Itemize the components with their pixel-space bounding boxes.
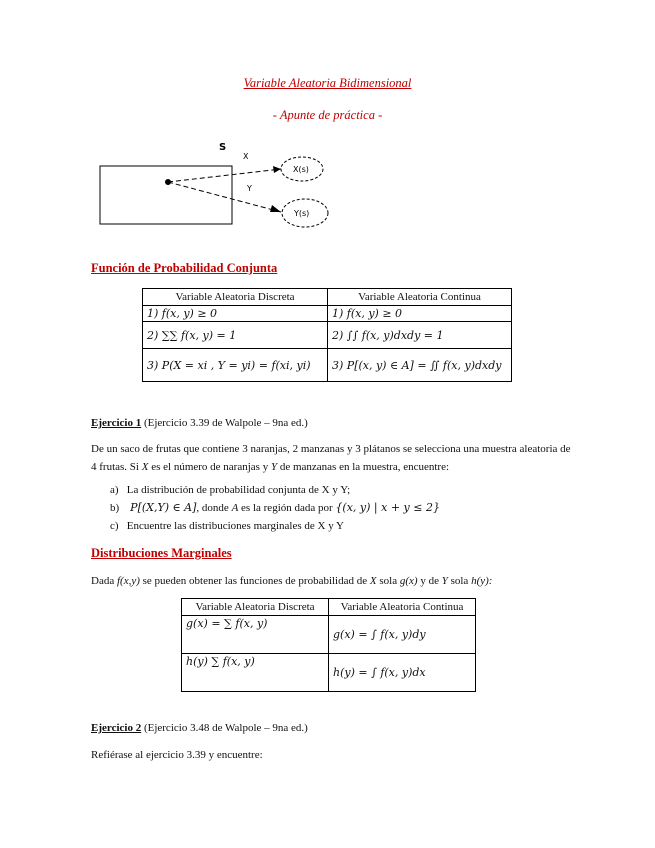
table-cell: h(y) ∑ f(x, y) — [182, 654, 329, 692]
exercise-1-item-c: c) Encuentre las distribuciones marginales de X y Y — [110, 520, 344, 532]
exercise-1-ref: (Ejercicio 3.39 de Walpole – 9na ed.) — [143, 417, 308, 429]
exercise-1-statement: De un saco de frutas que contiene 3 naranjas, 2 manzanas y 3 plátanos se selecciona una muestra aleatoria de 4 frutas. Si X es el número de naranjas y Y de manzanas en la muestra, encuentre: — [91, 443, 571, 473]
exercise-2-title — [91, 719, 571, 737]
table-cell: 3) P[(x, y) ∈ A] = ∬ f(x, y)dxdy — [328, 349, 512, 382]
table-cell: h(y) = ∫ f(x, y)dx — [329, 654, 476, 692]
marginal-table — [181, 598, 476, 692]
table-cell: 3) P(X = xi , Y = yi) = f(xi, yi) — [143, 349, 328, 382]
table-cell: 1) f(x, y) ≥ 0 — [143, 306, 328, 322]
exercise-2-statement: Refiérase al ejercicio 3.39 y encuentre: — [91, 749, 263, 761]
joint-probability-table — [142, 288, 512, 382]
page-title: Variable Aleatoria Bidimensional — [243, 76, 412, 90]
table-cell: 2) ∫∫ f(x, y)dxdy = 1 — [328, 322, 512, 349]
sample-label: S — [219, 142, 227, 153]
arrow-x — [168, 169, 281, 182]
exercise-1-item-a: a) La distribución de probabilidad conjunta de X y Y; — [110, 484, 351, 496]
table-cell: 2) ∑∑ f(x, y) = 1 — [143, 322, 328, 349]
exercise-1-item-b: b) P[(X,Y) ∈ A], donde A es la región dada por {(x, y) | x + y ≤ 2} — [110, 501, 440, 514]
exercise-1-title — [91, 414, 571, 432]
table-cell: g(x) = ∑ f(x, y) — [182, 616, 329, 654]
table-header-discrete: Variable Aleatoria Discreta — [143, 289, 328, 306]
node-x-label: X(s) — [293, 165, 309, 174]
arrow-y — [168, 182, 281, 212]
table-cell: 1) f(x, y) ≥ 0 — [328, 306, 512, 322]
arrow-y-head — [270, 205, 281, 212]
marginal-intro: Dada f(x,y) se pueden obtener las funciones de probabilidad de X sola g(x) y de Y sola h(y): — [91, 575, 493, 587]
table-header-continuous: Variable Aleatoria Continua — [328, 289, 512, 306]
arrow-x-head — [273, 166, 281, 173]
node-y-label: Y(s) — [294, 209, 310, 218]
section-heading-joint: Función de Probabilidad Conjunta — [91, 261, 278, 275]
sample-space-box — [100, 166, 232, 224]
exercise-2-ref: (Ejercicio 3.48 de Walpole – 9na ed.) — [143, 722, 308, 734]
table-header-continuous: Variable Aleatoria Continua — [329, 599, 476, 616]
table-header-discrete: Variable Aleatoria Discreta — [182, 599, 329, 616]
section-heading-marginal: Distribuciones Marginales — [91, 546, 232, 560]
arrow-y-label: Y — [247, 184, 252, 193]
arrow-x-label: X — [243, 152, 249, 161]
exercise-1-label: Ejercicio 1 — [91, 417, 142, 429]
exercise-2-label: Ejercicio 2 — [91, 722, 142, 734]
sample-space-diagram — [95, 138, 345, 238]
table-cell: g(x) = ∫ f(x, y)dy — [329, 616, 476, 654]
page-subtitle: - Apunte de práctica - — [272, 108, 383, 122]
